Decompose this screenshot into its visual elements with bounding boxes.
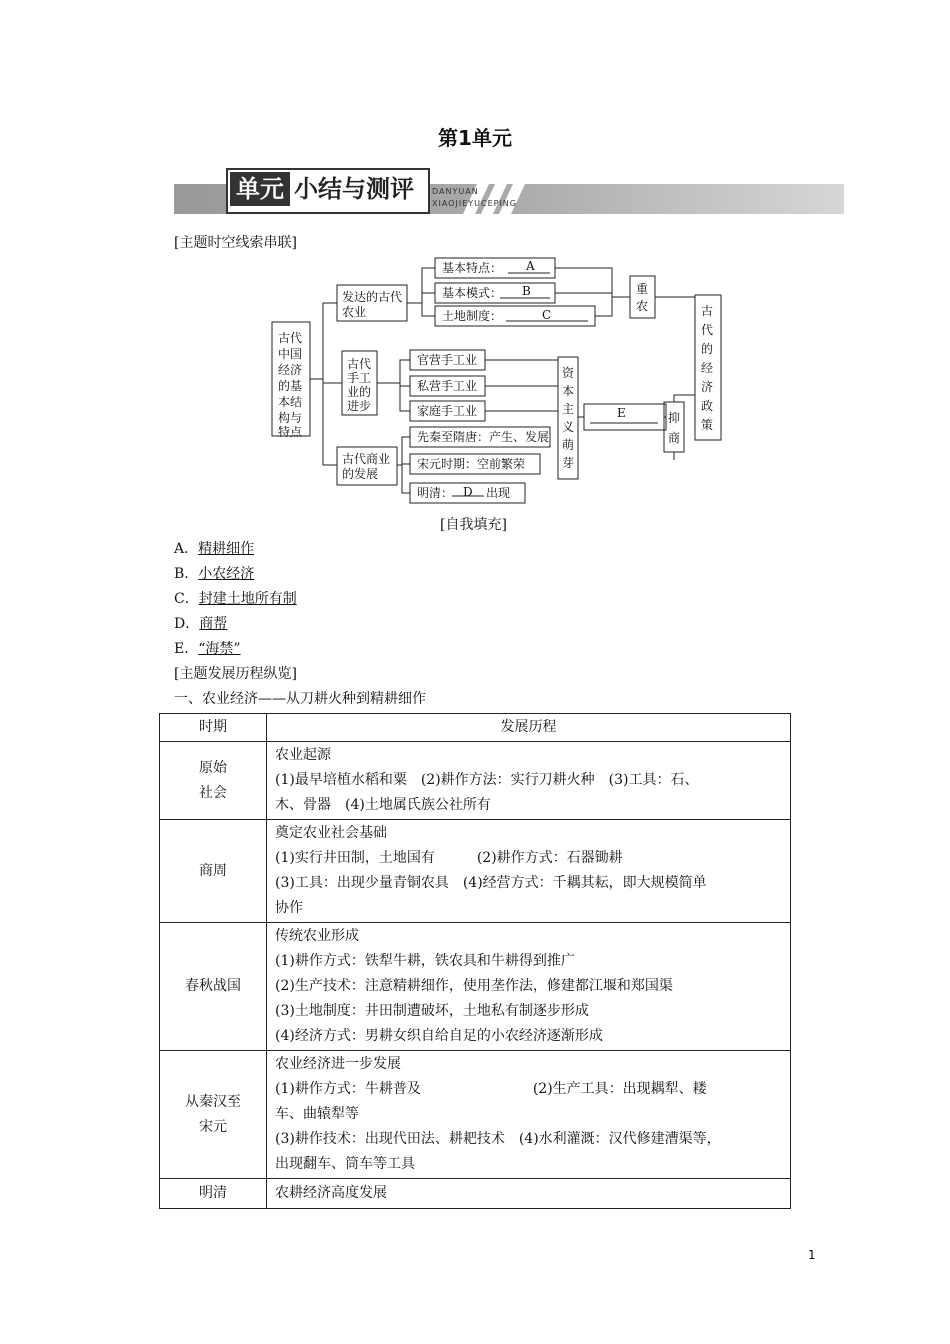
svg-text:抑: 抑 — [668, 411, 681, 425]
answer-c: C．封建土地所有制 — [174, 591, 297, 607]
page-title: 第1单元 — [438, 126, 512, 150]
root-label: 古代 — [278, 331, 303, 345]
table-row: 商周 奠定农业社会基础 (1)实行井田制，土地国有 (2)耕作方式：石器锄耕 (3)工具：出现少量青铜农具 (4)经营方式：千耦其耘，即大规模简单 协作 — [160, 820, 791, 923]
banner-dan: 单元 — [230, 172, 290, 206]
svg-text:本结: 本结 — [278, 395, 303, 409]
svg-text:资: 资 — [562, 366, 575, 380]
svg-text:业的: 业的 — [347, 385, 372, 399]
craft-item-2: 私营手工业 — [417, 379, 478, 393]
svg-text:E: E — [617, 406, 626, 420]
answer-d: D．商帮 — [174, 616, 228, 632]
svg-text:政: 政 — [701, 399, 714, 413]
svg-text:经济: 经济 — [278, 363, 303, 377]
svg-text:C: C — [542, 308, 552, 322]
svg-text:策: 策 — [701, 418, 714, 432]
svg-text:古: 古 — [701, 304, 714, 318]
commerce-item-1: 先秦至隋唐：产生、发展 — [417, 430, 550, 444]
svg-text:义: 义 — [562, 420, 575, 434]
craft-item-1: 官营手工业 — [417, 353, 478, 367]
commerce-item-3: 明清： — [417, 486, 454, 500]
svg-text:进步: 进步 — [347, 399, 372, 413]
svg-text:的发展: 的发展 — [342, 467, 379, 481]
svg-text:B: B — [522, 284, 531, 298]
svg-text:本: 本 — [562, 384, 575, 398]
svg-text:代: 代 — [701, 323, 714, 337]
svg-text:济: 济 — [701, 380, 714, 394]
table-row: 原始 社会 农业起源 (1)最早培植水稻和粟 (2)耕作方法：实行刀耕火种 (3)工具：石、 木、骨器 (4)土地属氏族公社所有 — [160, 742, 791, 820]
svg-text:重: 重 — [636, 282, 649, 296]
commerce-item-2: 宋元时期：空前繁荣 — [417, 457, 526, 471]
agri-item-1: 基本特点： — [442, 261, 503, 275]
header-period: 时期 — [160, 714, 267, 742]
svg-text:构与: 构与 — [278, 411, 303, 425]
table-row: 从秦汉至 宋元 农业经济进一步发展 (1)耕作方式：牛耕普及 (2)生产工具：出现耦犁、耧 车、曲辕犁等 (3)耕作技术：出现代田法、耕耙技术 (4)水利灌溉：汉代修建漕渠等， 出现翻车、筒车等工具 — [160, 1051, 791, 1179]
svg-text:商: 商 — [668, 431, 681, 445]
agri-label: 发达的古代 — [342, 290, 403, 304]
svg-text:手工: 手工 — [347, 371, 372, 385]
page-number: 1 — [808, 1248, 816, 1262]
svg-text:农: 农 — [636, 299, 649, 313]
svg-text:D: D — [463, 485, 473, 499]
self-fill-heading: [自我填充] — [440, 517, 507, 533]
section1-heading: [主题时空线索串联] — [174, 235, 297, 251]
section2-heading: [主题发展历程纵览] — [174, 666, 297, 682]
table-row: 春秋战国 传统农业形成 (1)耕作方式：铁犁牛耕，铁农具和牛耕得到推广 (2)生产技术：注意精耕细作，使用垄作法，修建都江堰和郑国渠 (3)土地制度：井田制遭破坏，土地私有制逐步形成 (4)经济方式：男耕女织自给自足的小农经济逐渐形成 — [160, 923, 791, 1051]
concept-diagram — [260, 250, 740, 510]
section2-subheading: 一、农业经济——从刀耕火种到精耕细作 — [174, 691, 426, 707]
svg-text:经: 经 — [701, 361, 714, 375]
banner-english: DANYUAN XIAOJIEYUCEPING — [432, 187, 517, 208]
history-table — [159, 713, 791, 1209]
craft-item-3: 家庭手工业 — [417, 404, 478, 418]
svg-text:芽: 芽 — [562, 456, 575, 470]
svg-text:古代: 古代 — [347, 357, 372, 371]
answer-a: A．精耕细作 — [174, 541, 255, 557]
svg-text:中国: 中国 — [278, 347, 303, 361]
answer-b: B．小农经济 — [174, 566, 255, 582]
header-history: 发展历程 — [267, 714, 791, 742]
table-header-row — [160, 714, 791, 742]
svg-text:的: 的 — [701, 342, 714, 356]
svg-text:萌: 萌 — [562, 438, 575, 452]
svg-text:古代商业: 古代商业 — [342, 452, 391, 466]
svg-text:农业: 农业 — [342, 305, 367, 319]
table-row: 明清 农耕经济高度发展 — [160, 1179, 791, 1209]
svg-text:出现: 出现 — [486, 486, 511, 500]
svg-text:特点: 特点 — [278, 425, 303, 439]
answer-e: E．“海禁” — [174, 641, 241, 657]
svg-text:的基: 的基 — [278, 379, 303, 393]
banner-rest: 小结与测评 — [294, 175, 414, 203]
svg-text:主: 主 — [562, 402, 575, 416]
svg-text:A: A — [526, 259, 535, 273]
agri-item-3: 土地制度： — [442, 309, 503, 323]
agri-item-2: 基本模式： — [442, 286, 503, 300]
